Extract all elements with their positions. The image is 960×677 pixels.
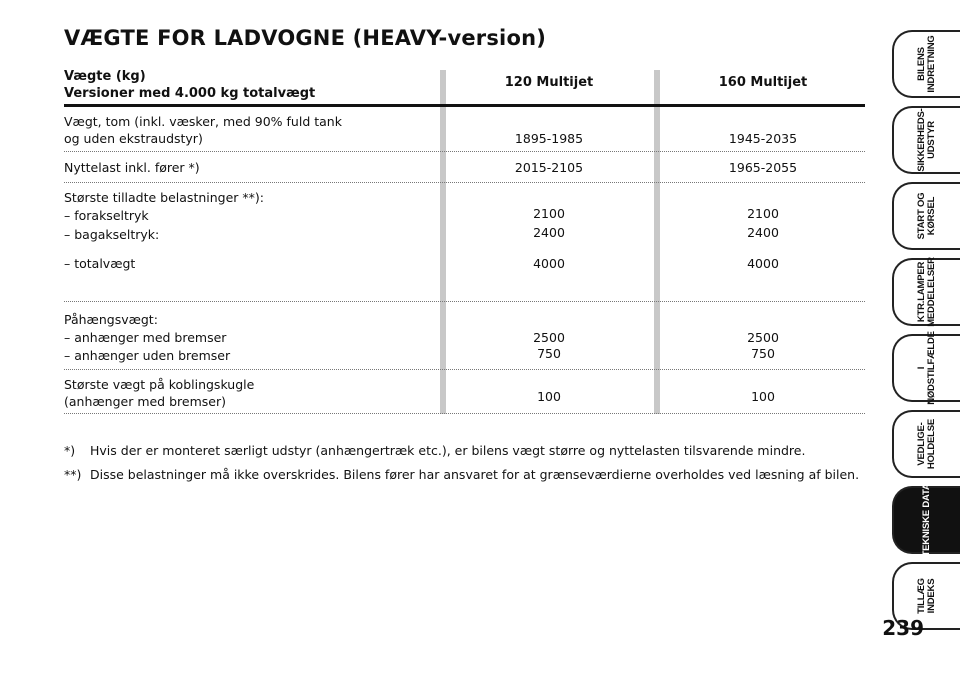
tab-label: TILLÆG INDEKS — [916, 578, 937, 614]
row-label: – anhænger med bremser — [64, 330, 227, 345]
row-value: 2100 — [533, 206, 565, 221]
row-value: 4000 — [747, 256, 779, 271]
tab-label: BILENS INDRETNING — [916, 35, 937, 93]
tab-sikkerhedsudstyr[interactable] — [892, 106, 960, 174]
row-value: 2400 — [747, 225, 779, 240]
row-value: 4000 — [533, 256, 565, 271]
row-label: Nyttelast inkl. fører *) — [64, 160, 200, 175]
row-divider — [64, 369, 865, 370]
page-title: VÆGTE FOR LADVOGNE (HEAVY-version) — [64, 26, 547, 50]
row-value: 2500 — [747, 330, 779, 345]
column-divider-right — [654, 70, 660, 414]
row-divider — [64, 151, 865, 152]
header-rule — [64, 104, 865, 107]
row-value: 100 — [751, 389, 775, 404]
row-value: 1945-2035 — [728, 131, 798, 146]
tab-tekniske-data[interactable] — [892, 483, 960, 557]
row-label: Største tilladte belastninger **): — [64, 190, 264, 205]
page-number: 239 — [882, 616, 924, 640]
tab-bilens-indretning[interactable] — [892, 30, 960, 98]
tab-start-og-korsel[interactable] — [892, 182, 960, 250]
row-label: – totalvægt — [64, 256, 136, 271]
tab-label: I NØDSTILFÆLDE — [916, 331, 937, 405]
row-label: Påhængsvægt: — [64, 312, 158, 327]
row-label: – forakseltryk — [64, 208, 149, 223]
row-label: Vægt, tom (inkl. væsker, med 90% fuld tank — [64, 114, 342, 129]
tab-label: VEDLIGE- HOLDELSE — [916, 418, 937, 470]
footnote-text: Disse belastninger må ikke overskrides. Bilens fører har ansvaret for at grænseværdierne overholdes ved læsning af bilen. — [90, 467, 860, 482]
row-label: – bagakseltryk: — [64, 227, 160, 242]
row-value: 2100 — [747, 206, 779, 221]
tab-label: SIKKERHEDS- UDSTYR — [916, 108, 937, 172]
row-label: og uden ekstraudstyr) — [64, 131, 203, 146]
table-header — [64, 68, 865, 102]
footnote — [64, 466, 864, 483]
footnote-mark: *) — [64, 443, 76, 458]
row-label: Største vægt på koblingskugle — [64, 377, 255, 392]
tab-label: START OG KØRSEL — [916, 192, 937, 240]
tab-label: KTR.LAMPER MEDDELELSER — [916, 257, 937, 327]
footnote-text: Hvis der er monteret særligt udstyr (anhængertræk etc.), er bilens vægt større og nyttelasten tilsvarende mindre. — [90, 443, 806, 458]
row-value: 2015-2105 — [514, 160, 584, 175]
tab-vedligeholdelse[interactable] — [892, 410, 960, 478]
row-label: (anhænger med bremser) — [64, 394, 226, 409]
header-label-line1: Vægte (kg) — [64, 69, 146, 84]
column-divider-left — [440, 70, 446, 414]
header-col-120-multijet: 120 Multijet — [504, 75, 594, 90]
row-value: 750 — [537, 346, 561, 361]
footnote — [64, 442, 864, 459]
header-col-160-multijet: 160 Multijet — [718, 75, 808, 90]
row-value: 1965-2055 — [728, 160, 798, 175]
header-label-line2: Versioner med 4.000 kg totalvægt — [64, 86, 316, 101]
row-value: 750 — [751, 346, 775, 361]
tab-ktr-lamper[interactable] — [892, 258, 960, 326]
row-value: 2500 — [533, 330, 565, 345]
row-divider — [64, 413, 865, 414]
row-divider — [64, 182, 865, 183]
row-divider — [64, 301, 865, 302]
row-value: 100 — [537, 389, 561, 404]
footnote-mark: **) — [64, 467, 82, 482]
row-value: 1895-1985 — [514, 131, 584, 146]
tab-label: TEKNISKE DATA — [921, 483, 932, 557]
row-value: 2400 — [533, 225, 565, 240]
row-label: – anhænger uden bremser — [64, 348, 231, 363]
tab-nodstilfaelde[interactable] — [892, 331, 960, 405]
